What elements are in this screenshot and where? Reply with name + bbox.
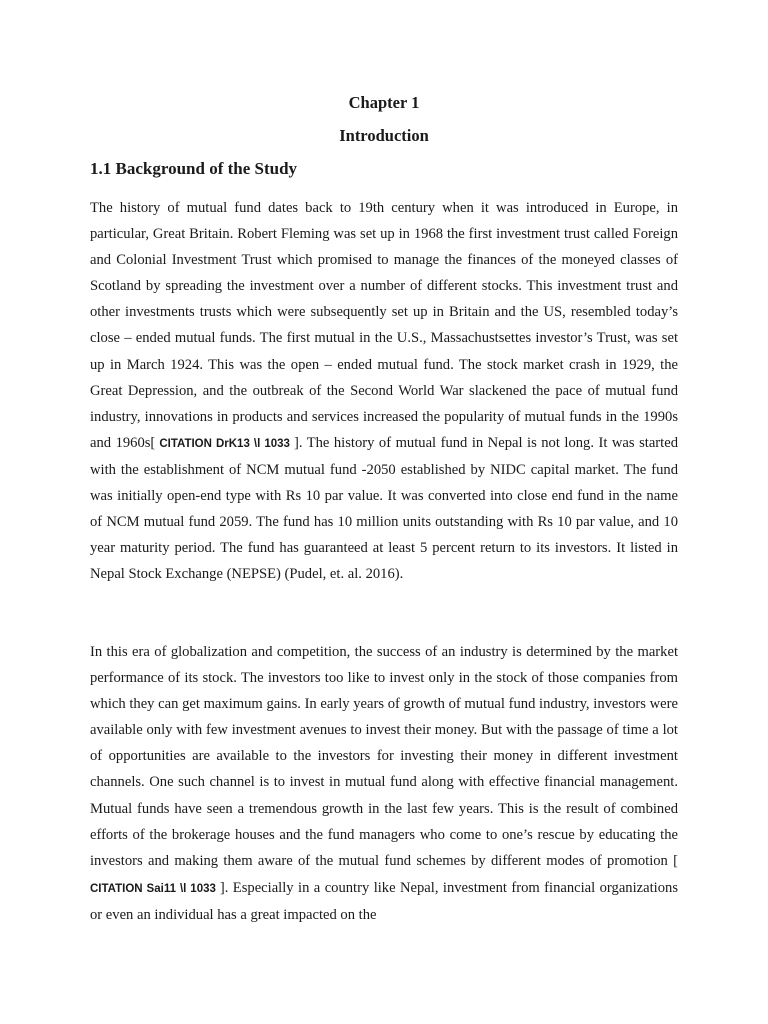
paragraph-history [90,195,678,587]
paragraph-globalization [90,639,678,928]
paragraph-text: ]. The history of mutual fund in Nepal is not long. It was started with the establishment of NCM mutual fund -2050 established by NIDC capital market. The fund was initially open-end type with Rs 10 par value. It was converted into close end fund in the name of NCM mutual fund 2059. The fund has 10 million units outstanding with Rs 10 par value, and 10 year maturity period. The fund has guaranteed at least 5 percent return to its investors. It listed in Nepal Stock Exchange (NEPSE) (Pudel, et. al. 2016). [90,434,678,583]
chapter-title: Introduction [339,126,429,145]
paragraph-text: ]. Especially in a country like Nepal, investment from financial organizations or even an individual has a great impacted on the [90,879,678,923]
section-heading: 1.1 Background of the Study [90,159,298,178]
paragraph-text: The history of mutual fund dates back to 19th century when it was introduced in Europe, in particular, Great Britain. Robert Fleming was set up in 1968 the first investment trust called Foreign and Colonial Investment Trust which promised to manage the finances of the moneyed classes of Scotland by spreading the investment over a number of different stocks. This investment trust and other investments trusts which were subsequently set up in Britain and the US, resembled today’s close – ended mutual funds. The first mutual in the U.S., Massachustsettes investor’s Trust, was set up in March 1924. This was the open – ended mutual fund. The stock market crash in 1929, the Great Depression, and the outbreak of the Second World War slackened the pace of mutual fund industry, innovations in products and services increased the popularity of mutual funds in the 1990s and 1960s[ [90,200,678,451]
chapter-number: Chapter 1 [348,93,420,112]
citation-field: CITATION Sai11 \l 1033 [90,882,220,895]
paragraph-text: In this era of globalization and competition, the success of an industry is determined by the market performance of its stock. The investors too like to invest only in the stock of those companies from which they can get maximum gains. In early years of growth of mutual fund industry, investors were available only with few investment avenues to invest their money. But with the passage of time a lot of opportunities are available to the investors for investing their money in different investment channels. One such channel is to invest in mutual fund along with effective financial management. Mutual funds have seen a tremendous growth in the last few years. This is the result of combined efforts of the brokerage houses and the fund managers who come to one’s rescue by educating the investors and making them aware of the mutual fund schemes by different modes of promotion [ [90,644,678,869]
citation-field: CITATION DrK13 \l 1033 [155,437,294,450]
